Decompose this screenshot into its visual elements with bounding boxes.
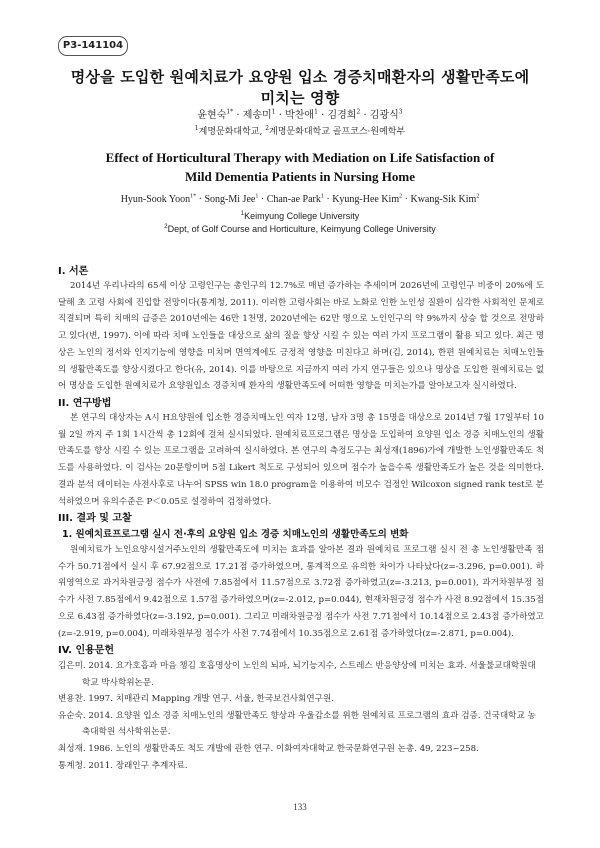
affiliation-en-line2: $^2$Dept, of Golf Course and Horticulture, Keimyung College University: [164, 224, 436, 234]
poster-id-badge: P3-141104: [58, 36, 128, 56]
author-en: Hyun-Sook Yoon: [120, 194, 191, 205]
affiliation-en-line1: $^1$Keimyung College University: [240, 211, 360, 221]
intro-paragraph: 2014년 우리나라의 65세 이상 고령인구는 총인구의 12.7%로 매년 증가하는 추세이며 2026년에 고령인구 비중이 20%에 도달해 초 고령 사회에 진입할 전망이다(통계청, 2011). 이러한 고령사회는 바로 노화로 인한 노인성 질환이 심각한 사회적인 문제로 직결되며 특히 치매의 급증은 2010년에는 46만 1천명, 2020년에는 62만 명으로 노인인구의 약 9%까지 상승 할 것으로 전망하고 있다(변, 1997). 이에 따라 치매 노인들을 대상으로 삶의 질을 향상 시킬 수 있는 여러 가지 프로그램이 활용 되고 있다. 최근 명상은 노인의 정서와 인지기능에 영향을 미치며 면역계에도 긍정적 영향을 미친다고 하며(김, 2014), 한편 원예치료는 치매노인들의 생활만족도를 향상시켰다고 한다(유, 2014). 이를 바탕으로 지금까지 여러 가지 연구들은 있으나 명상을 도입한 원예치료는 없어 명상을 도입한 원예치료가 요양원입소 경증치매 환자의 생활만족도에 어떠한 영향을 미치는가를 알아보고자 실시하였다.: [58, 281, 544, 392]
title-en-line1: Effect of Horticultural Therapy with Mediation on Life Satisfaction of: [105, 150, 495, 165]
reference-item: 최성재. 1986. 노인의 생활만족도 척도 개발에 관한 연구. 이화여자대학교 한국문화연구원 논총. 49, 223~258.: [58, 743, 479, 754]
author-kr: 김경희: [327, 110, 357, 121]
reference-list: [58, 658, 544, 774]
author-en: Song-Mi Jee: [204, 194, 256, 205]
author-kr: 제송미: [242, 110, 272, 121]
author-en: Kwang-Sik Kim: [410, 194, 477, 205]
results-subheading: 1. 원예치료프로그램 실시 전·후의 요양원 입소 경증 치매노인의 생활만족도의 변화: [62, 529, 409, 540]
reference-item: 김은미. 2014. 요가호흡과 마음 챙김 호흡명상이 노인의 뇌파, 뇌기능지수, 스트레스 반응양상에 미치는 효과. 서울불교대학원대학교 박사학위논문.: [58, 661, 536, 688]
affiliation-kr: $^1$계명문화대학교, $^2$계명문화대학교 골프코스·원예학부: [194, 125, 406, 137]
author-en: Chan-ae Park: [266, 194, 321, 205]
title-kr-line2: 미치는 영향: [260, 89, 340, 107]
title-kr-line1: 명상을 도입한 원예치료가 요양원 입소 경증치매환자의 생활만족도에: [70, 68, 530, 86]
section-heading-references: IV. 인용문헌: [58, 645, 115, 656]
author-kr: 박찬애: [285, 110, 315, 121]
author-kr: 김광식: [369, 110, 399, 121]
reference-item: 유순숙. 2014. 요양원 입소 경증 치매노인의 생활만족도 향상과 우울감소를 위한 원예치료 프로그램의 효과 검증. 건국대학교 농축대학원 석사학위논문.: [58, 710, 536, 738]
authors-kr: 윤현숙$^{1*}$ · 제송미$^1$ · 박찬애$^1$ · 김경희$^2$ · 김광식$^3$: [197, 108, 403, 121]
results-paragraph: 원예치료가 노인요양시설거주노인의 생활만족도에 미치는 효과를 알아본 결과 원예치료 프로그램 실시 전 총 노인생활만족 점수가 50.71점에서 실시 후 67.92점으로 17.21점 증가하였으며, 통계적으로 유의한 차이가 나타났다(z=-3.296, p=0.001). 하위영역으로 과거차원긍정 점수가 사전에 7.85점에서 11.57점으로 3.72점 증가하였고(z=-3.213, p=0.001), 과거차원부정 점수가 사전 7.85점에서 9.42점으로 1.57점 증가하였으며(z=-2.012, p=0.044), 현재차원긍정 점수가 사전 8.92점에서 15.35점으로 6.43점 증가하였다(z=-3.192, p=0.001). 그리고 미래차원긍정 점수가 사전 7.71점에서 10.14점으로 2.43점 증가하였고(z=-2.919, p=0.004), 미래차원부정 점수가 사전 7.74점에서 10.35점으로 2.61점 증가하였다(z=-2.871, p=0.004).: [58, 545, 544, 639]
reference-item: 변용찬. 1997. 치매관리 Mapping 개발 연구. 서울, 한국보건사회연구원.: [58, 694, 334, 705]
method-paragraph: 본 연구의 대상자는 A시 H요양원에 입소한 경증치매노인 여자 12명, 남자 3명 총 15명을 대상으로 2014년 7월 17일부터 10월 2일 까지 주 1회 1시간씩 총 12회에 걸쳐 실시되었다. 원예치료프로그램은 명상을 도입하여 요양원 입소 경증 치매노인의 생활만족도를 향상 시킬 수 있는 프로그램을 고려하여 실시하였다. 본 연구의 측정도구는 최성재(1896)가에 개발한 노인생활만족도 척도를 사용하였다. 이 검사는 20문항이며 5점 Likert 척도로 구성되어 있으며 점수가 높을수록 생활만족도가 높은 것을 의미한다. 결과 분석 데이터는 사전사후로 나누어 SPSS win 18.0 program을 이용하여 비모수 검정인 Wilcoxon signed rank test로 분석하였으며 유의수준은 P＜0.05로 설정하여 검정하였다.: [58, 413, 544, 507]
section-heading-method: II. 연구방법: [58, 398, 112, 409]
page-number: 133: [293, 802, 307, 812]
author-en: Kyung-Hee Kim: [332, 194, 400, 205]
author-kr: 윤현숙: [197, 110, 227, 121]
reference-item: 통계청. 2011. 장래인구 추계자료.: [58, 760, 188, 771]
authors-en: Hyun-Sook Yoon$^{1*}$ · Song-Mi Jee$^1$ · Chan-ae Park$^1$ · Kyung-Hee Kim$^2$ · Kwang-Sik Kim$^2$: [120, 193, 480, 205]
title-en-line2: Mild Dementia Patients in Nursing Home: [184, 169, 415, 184]
section-heading-results: III. 결과 및 고찰: [58, 513, 132, 524]
section-heading-intro: I. 서론: [58, 266, 89, 277]
